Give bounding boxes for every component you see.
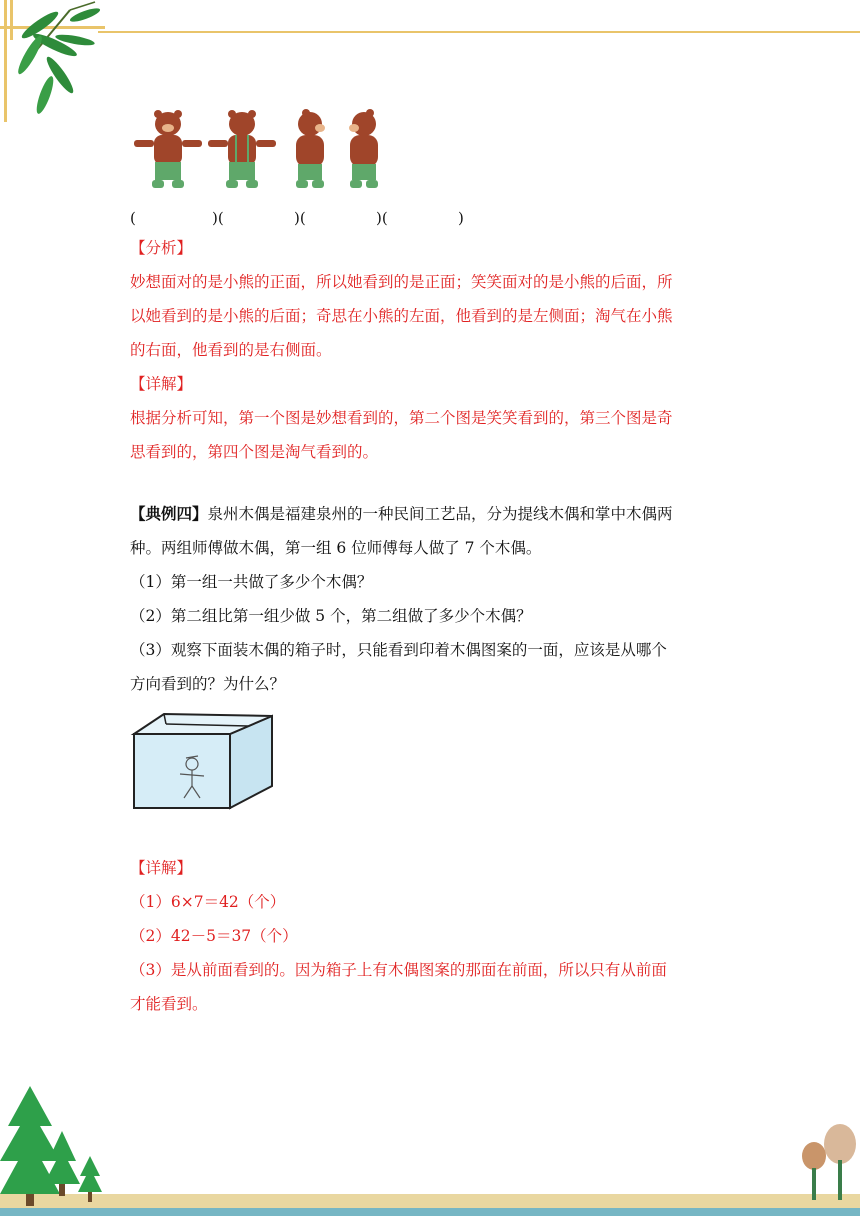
blank-4: )( <box>376 209 388 227</box>
answer-1: （1）6×7＝42（个） <box>130 893 286 911</box>
blank-1: ( <box>130 209 136 227</box>
example-label: 【典例四】 <box>130 504 208 523</box>
answer-3-line-1: （3）是从前面看到的。因为箱子上有木偶图案的那面在前面，所以只有从前面 <box>130 961 667 979</box>
question-3-line-1: （3）观察下面装木偶的箱子时，只能看到印着木偶图案的一面，应该是从哪个 <box>130 641 667 659</box>
example-line-1: 泉州木偶是福建泉州的一种民间工艺品，分为提线木偶和掌中木偶两 <box>207 505 673 523</box>
puppet-box-figure <box>130 706 278 810</box>
blank-2: )( <box>212 209 224 227</box>
detail-title-2: 【详解】 <box>130 859 193 877</box>
blank-5: ) <box>458 209 464 227</box>
detail-1-line-2: 思看到的，第四个图是淘气看到的。 <box>130 443 379 461</box>
answer-blanks-row <box>130 209 540 227</box>
question-1: （1）第一组一共做了多少个木偶？ <box>130 573 373 591</box>
question-2: （2）第二组比第一组少做 5 个，第二组做了多少个木偶？ <box>130 607 532 625</box>
pine-trees-decoration <box>0 1086 110 1206</box>
example-4-first-line <box>130 504 730 524</box>
blank-3: )( <box>294 209 306 227</box>
analysis-line-2: 以她看到的是小熊的后面；奇思在小熊的左面，他看到的是左侧面；淘气在小熊 <box>130 307 673 325</box>
detail-1-line-1: 根据分析可知，第一个图是妙想看到的，第二个图是笑笑看到的，第三个图是奇 <box>130 409 673 427</box>
answer-3-line-2: 才能看到。 <box>130 995 208 1013</box>
bear-front-view <box>134 110 202 188</box>
detail-title-1: 【详解】 <box>130 375 193 393</box>
analysis-line-3: 的右面，他看到的是右侧面。 <box>130 341 332 359</box>
header-rule <box>98 31 860 33</box>
footer-band-water <box>0 1208 860 1216</box>
round-trees-decoration <box>800 1122 860 1202</box>
bear-views-figure <box>130 108 390 194</box>
bear-right-view <box>349 109 378 188</box>
example-line-2: 种。两组师傅做木偶，第一组 6 位师傅每人做了 7 个木偶。 <box>130 539 542 557</box>
question-3-line-2: 方向看到的？为什么？ <box>130 675 286 693</box>
answer-2: （2）42－5＝37（个） <box>130 927 298 945</box>
bear-left-view <box>296 109 325 188</box>
analysis-title: 【分析】 <box>130 239 193 257</box>
analysis-line-1: 妙想面对的是小熊的正面，所以她看到的是正面；笑笑面对的是小熊的后面，所 <box>130 273 673 291</box>
bamboo-leaves-decoration <box>0 0 140 130</box>
bear-back-view <box>208 110 276 188</box>
